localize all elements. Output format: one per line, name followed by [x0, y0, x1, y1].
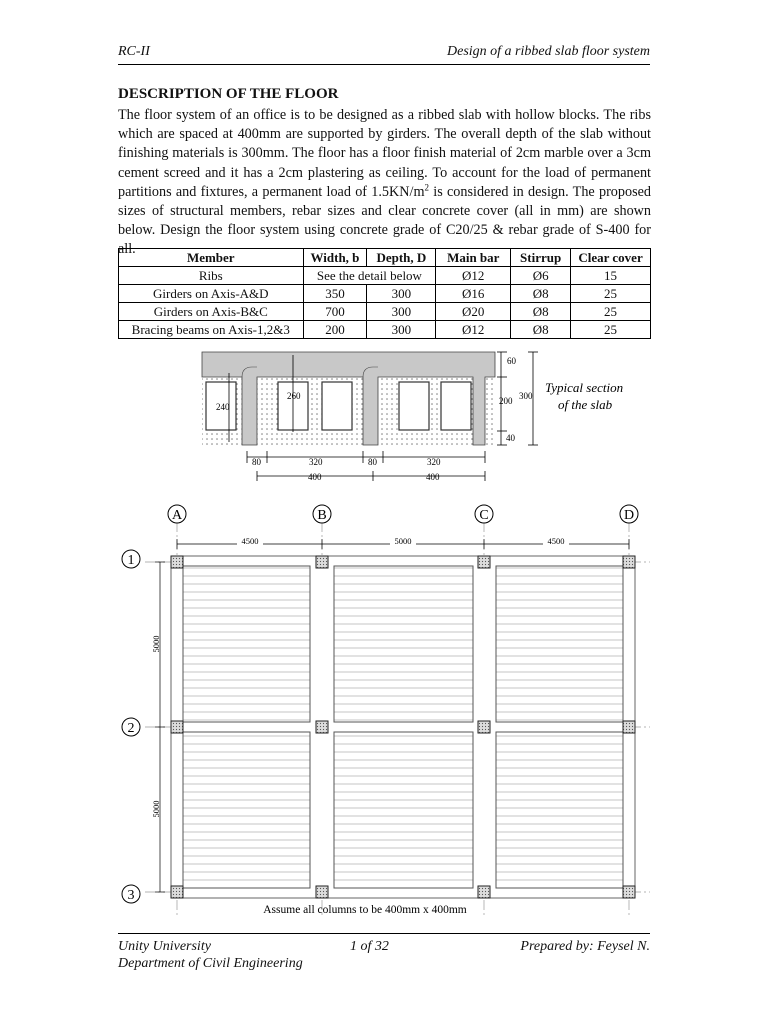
column	[478, 721, 490, 733]
table-cell: Ø12	[436, 321, 511, 339]
slab-panel	[496, 732, 623, 888]
column	[171, 721, 183, 733]
dim-200: 200	[499, 396, 513, 406]
table-cell: Bracing beams on Axis-1,2&3	[119, 321, 304, 339]
axis-label-2: 2	[127, 721, 135, 736]
axis-label-b: B	[317, 508, 327, 523]
dim-400a: 400	[308, 472, 322, 482]
dim-60: 60	[507, 356, 516, 366]
column	[623, 886, 635, 898]
table-cell: 200	[303, 321, 367, 339]
table-cell: Girders on Axis-B&C	[119, 303, 304, 321]
dim-40: 40	[506, 433, 515, 443]
table-cell: 300	[367, 285, 436, 303]
slab-panel	[183, 566, 310, 722]
table-header-cell: Width, b	[303, 249, 367, 267]
slab-panel	[334, 566, 473, 722]
span-ab: 4500	[241, 536, 259, 546]
table-cell: Ø20	[436, 303, 511, 321]
section-caption-line1: Typical section	[545, 380, 624, 395]
footer-page-number: 1 of 32	[350, 939, 389, 954]
column	[316, 556, 328, 568]
table-header-cell: Member	[119, 249, 304, 267]
table-cell: Ribs	[119, 267, 304, 285]
table-cell: Ø6	[511, 267, 571, 285]
footer-department: Department of Civil Engineering	[118, 956, 303, 971]
table-cell: Ø16	[436, 285, 511, 303]
header-rule	[118, 64, 650, 65]
table-header-cell: Main bar	[436, 249, 511, 267]
header-title: Design of a ribbed slab floor system	[447, 44, 650, 59]
hollow-cell	[399, 382, 429, 430]
span-12: 5000	[151, 635, 161, 653]
column	[478, 886, 490, 898]
dim-80b: 80	[368, 457, 377, 467]
paragraph-superscript: 2	[424, 182, 429, 193]
hollow-cell	[322, 382, 352, 430]
column	[316, 721, 328, 733]
footer-rule	[118, 933, 650, 934]
slab-panel	[496, 566, 623, 722]
column	[623, 721, 635, 733]
dim-260: 260	[287, 391, 301, 401]
column-note: Assume all columns to be 400mm x 400mm	[263, 904, 467, 916]
column	[316, 886, 328, 898]
column	[171, 556, 183, 568]
axis-label-1: 1	[127, 553, 135, 568]
slab-panel	[183, 732, 310, 888]
axis-label-a: A	[171, 508, 183, 523]
table-cell: Ø12	[436, 267, 511, 285]
table-cell: Ø8	[511, 303, 571, 321]
column	[478, 556, 490, 568]
table-header-cell: Clear cover	[571, 249, 651, 267]
column	[623, 556, 635, 568]
slab-panel	[334, 732, 473, 888]
table-cell: See the detail below	[303, 267, 436, 285]
table-cell: 300	[367, 321, 436, 339]
slab-section-drawing	[195, 347, 650, 487]
table-cell: 15	[571, 267, 651, 285]
table-header-cell: Stirrup	[511, 249, 571, 267]
span-23: 5000	[151, 800, 161, 818]
table-row	[119, 321, 651, 339]
axis-label-c: C	[479, 508, 489, 523]
hollow-cell	[441, 382, 471, 430]
dim-320a: 320	[309, 457, 323, 467]
dim-80a: 80	[252, 457, 261, 467]
floor-plan-drawing	[115, 500, 655, 920]
page-header	[118, 42, 650, 64]
table-cell: 350	[303, 285, 367, 303]
paragraph-part-1: The floor system of an office is to be designed as a ribbed slab with hollow blocks. The ribs which are spaced at 400mm are supported by girders. The overall depth of the slab without finishing materials is 300mm. The floor has a floor finish material of 2cm marble over a 3cm cement screed and it has a 2cm plastering as ceiling. To account for the load of permanent partitions and fixtures, a permanent load of 1.5KN/m	[118, 107, 651, 200]
axis-label-3: 3	[127, 888, 135, 903]
table-cell: Ø8	[511, 321, 571, 339]
table-cell: Ø8	[511, 285, 571, 303]
axis-label-d: D	[623, 508, 635, 523]
paragraph-part-2: is considered in design. The proposed sizes of structural members, rebar sizes and clear concrete cover (all in mm) are shown below. Design the floor system using concrete grade of C20/25 & rebar grade of S-400 for all.	[118, 183, 651, 258]
table-header-cell: Depth, D	[367, 249, 436, 267]
column	[171, 886, 183, 898]
dim-320b: 320	[427, 457, 441, 467]
span-cd: 4500	[547, 536, 565, 546]
table-cell: 25	[571, 303, 651, 321]
table-row	[119, 285, 651, 303]
header-course: RC-II	[118, 44, 150, 59]
footer-university: Unity University	[118, 939, 211, 954]
dim-240: 240	[216, 402, 230, 412]
description-paragraph	[118, 106, 651, 260]
section-caption-line2: of the slab	[558, 397, 613, 412]
span-bc: 5000	[394, 536, 412, 546]
dim-300: 300	[519, 391, 533, 401]
table-cell: 25	[571, 285, 651, 303]
table-row	[119, 267, 651, 285]
table-cell: 25	[571, 321, 651, 339]
table-header-row	[119, 249, 651, 267]
table-cell: Girders on Axis-A&D	[119, 285, 304, 303]
table-cell: 700	[303, 303, 367, 321]
section-heading: DESCRIPTION OF THE FLOOR	[118, 86, 339, 102]
member-table	[118, 248, 651, 339]
dim-400b: 400	[426, 472, 440, 482]
footer-author: Prepared by: Feysel N.	[520, 939, 650, 954]
table-cell: 300	[367, 303, 436, 321]
table-row	[119, 303, 651, 321]
